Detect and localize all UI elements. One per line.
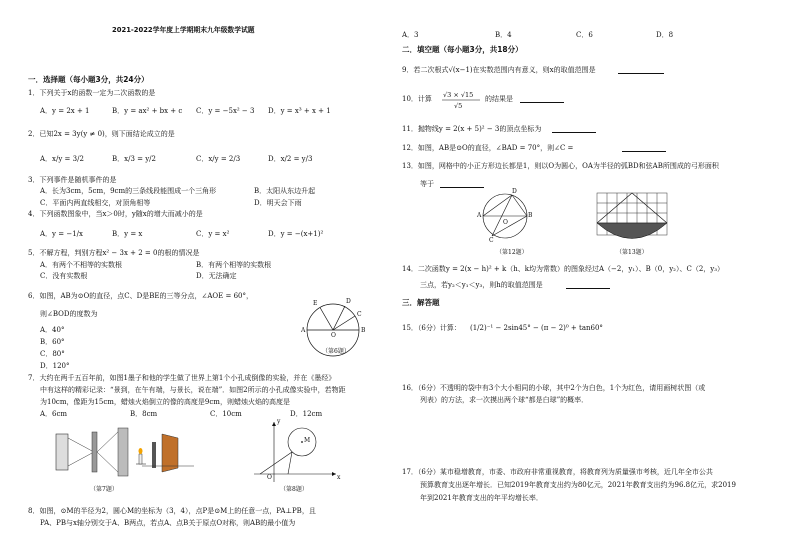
q12-text: 12．如图，AB是⊙O的直径，∠BAD = 70°，则∠C =	[402, 144, 574, 152]
q7-option-c: C．10cm	[210, 410, 242, 418]
fig6-label-c: C	[357, 311, 362, 318]
q8-line1: 8．如图，⊙M的半径为2，圆心M的坐标为（3，4），点P是⊙M上的任意一点，PA⊥PB，且	[28, 507, 316, 515]
fig8-label-o: O	[267, 474, 272, 481]
fig8-label-y: y	[277, 418, 281, 425]
q6-option-d: D．120°	[40, 362, 70, 370]
section-solve-heading: 三．解答题	[402, 298, 440, 307]
fig8-label-x: x	[337, 474, 341, 481]
fig6-caption: （第6题）	[322, 348, 350, 355]
q4-option-d: D．y = −(x+1)²	[268, 230, 324, 238]
fig12-label-a: A	[477, 212, 482, 219]
q13-line2: 等于	[420, 180, 434, 188]
fig8-caption: （第8题）	[280, 486, 308, 493]
fig7-caption: （第7题）	[90, 486, 118, 493]
q17-line2: 预算教育支出逐年增长．已知2019年教育支出约为80亿元，2021年教育支出约为96.8亿元，求2019	[420, 481, 736, 489]
q5-option-b: B．有两个相等的实数根	[196, 261, 272, 269]
q15-pre: 15．（6分）计算：	[402, 324, 461, 332]
q2-option-b: B．x/3 = y/2	[112, 155, 156, 163]
q17-line3: 年到2021年教育支出的年平均增长率．	[420, 494, 543, 502]
q12-answer-blank[interactable]	[622, 151, 666, 152]
q5-option-a: A．有两个不相等的实数根	[40, 261, 123, 269]
q8-option-a: A．3	[402, 31, 419, 39]
q3-option-c: C．平面内两直线相交，对顶角相等	[40, 199, 151, 207]
q10-pre: 10．计算	[402, 95, 432, 103]
q5-stem: 5．不解方程，判别方程x² − 3x + 2 = 0的根的情况是	[28, 249, 200, 257]
q5-option-c: C．没有实数根	[40, 272, 88, 280]
q1-option-c: C．y = −5x² − 3	[196, 107, 255, 115]
q14-line1: 14．二次函数y = 2(x − h)² + k（h、k均为常数）的图象经过A（−2，y₁）、B（0，y₂）、C（2，y₃）	[402, 265, 725, 273]
section-choice-heading: 一．选择题（每小题3分，共24分）	[28, 75, 149, 84]
fig8-label-m: M	[304, 437, 311, 444]
q7-option-b: B．8cm	[130, 410, 158, 418]
fig13-caption: （第13题）	[616, 249, 648, 256]
q7-line3: 为10cm，像距为15cm，蜡烛火焰倒立的像的高度是9cm，则蜡烛火焰的高度是	[40, 398, 290, 406]
q3-option-a: A．长为3cm，5cm，9cm的三条线段能围成一个三角形	[40, 187, 217, 195]
q7-option-a: A．6cm	[40, 410, 68, 418]
q7-line1: 7．大约在两千五百年前，如图1墨子和他的学生做了世界上第1个小孔成倒像的实验，并在《墨经》	[28, 374, 336, 382]
fig12-label-b: B	[528, 212, 533, 219]
fig6-label-a: A	[301, 327, 306, 334]
figure-7-pinhole	[54, 424, 204, 480]
q6-stem: 6．如图，AB为⊙O的直径，点C、D是BE的三等分点，∠AOE = 60°，	[28, 292, 253, 300]
q2-option-c: C．x/y = 2/3	[196, 155, 241, 163]
q6-option-a: A．40°	[40, 326, 65, 334]
q10-answer-blank[interactable]	[520, 102, 564, 103]
exam-title: 2021-2022学年度上学期期末九年级数学试题	[112, 26, 255, 34]
q17-line1: 17．（6分）某市稳增教育，市委、市政府非常重视教育，将教育列为质量强市考核，近几年全市公共	[402, 468, 713, 476]
q1-option-a: A．y = 2x + 1	[40, 107, 90, 115]
section-fill-heading: 二．填空题（每小题3分，共18分）	[402, 45, 523, 54]
q3-option-b: B．太阳从东边升起	[254, 187, 316, 195]
q6-option-c: C．80°	[40, 350, 65, 358]
q16-line2: 列表）的方法，求一次摸出两个球“都是白球”的概率．	[420, 396, 589, 404]
fig12-label-c: C	[489, 237, 494, 244]
svg-text:√3 × √15: √3 × √15	[443, 91, 474, 99]
q13-line1: 13．如图，网格中的小正方形边长都是1，则以O为圆心，OA为半径的弧BD和弦AB所围成的弓形面积	[402, 162, 719, 170]
fig12-label-d: D	[512, 188, 517, 195]
fig12-label-o: O	[503, 219, 508, 226]
q2-option-a: A．x/y = 3/2	[40, 155, 84, 163]
figure-8-coordinate	[250, 420, 340, 484]
q3-option-d: D．明天会下雨	[254, 199, 302, 207]
fig6-label-b: B	[361, 327, 366, 334]
q6-line2: 则∠BOD的度数为	[40, 310, 98, 318]
q4-option-a: A．y = −1/x	[40, 230, 83, 238]
q14-answer-blank[interactable]	[566, 288, 610, 289]
q2-stem: 2．已知2x = 3y(y ≠ 0)，则下面结论成立的是	[28, 130, 175, 138]
fig12-caption: （第12题）	[496, 249, 528, 256]
q11-answer-blank[interactable]	[552, 132, 596, 133]
q2-option-d: D．x/2 = y/3	[268, 155, 313, 163]
q6-option-b: B．60°	[40, 338, 65, 346]
q1-option-b: B．y = ax² + bx + c	[112, 107, 183, 115]
q1-option-d: D．y = x³ + x + 1	[268, 107, 331, 115]
figure-6-circle	[300, 298, 370, 348]
q7-line2: 中有这样的精彩记录：“景到，在午有端，与景长，说在端”．如图2所示的小孔成像实验中，若物距	[40, 386, 346, 394]
q8-option-b: B．4	[495, 31, 512, 39]
svg-text:√5: √5	[454, 102, 463, 110]
fig6-label-d: D	[346, 298, 351, 305]
q4-option-c: C．y = x²	[196, 230, 230, 238]
fig6-label-e: E	[313, 300, 318, 307]
q4-stem: 4．下列函数图象中，当x＞0时，y随x的增大而减小的是	[28, 210, 203, 218]
figure-13-grid	[596, 192, 668, 246]
q8-line2: PA、PB与x轴分别交于A、B两点，若点A、点B关于原点O对称，则AB的最小值为	[40, 519, 296, 527]
q13-answer-blank[interactable]	[440, 187, 484, 188]
q1-stem: 1．下列关于x的函数一定为二次函数的是	[28, 89, 156, 97]
q15-expression: (1/2)⁻¹ − 2sin45° − (π − 2)⁰ + tan60°	[470, 324, 603, 332]
q16-line1: 16．（6分）不透明的袋中有3个大小相同的小球，其中2个为白色，1个为红色，请用画树状图（或	[402, 384, 706, 392]
q9-answer-blank[interactable]	[618, 73, 664, 74]
q7-option-d: D．12cm	[290, 410, 323, 418]
q4-option-b: B．y = x	[112, 230, 143, 238]
q5-option-d: D．无法确定	[196, 272, 237, 280]
q8-option-c: C．6	[576, 31, 593, 39]
q9-text: 9．若二次根式√(x−1)在实数范围内有意义，则x的取值范围是	[402, 66, 596, 74]
q3-stem: 3．下列事件是随机事件的是	[28, 176, 117, 184]
q8-option-d: D．8	[656, 31, 674, 39]
q14-line2: 三点，若y₂＜y₁＜y₃，则h的取值范围是	[420, 281, 543, 289]
fig6-label-o: O	[331, 332, 336, 339]
q11-text: 11．抛物线y = 2(x + 5)² − 3的顶点坐标为	[402, 125, 542, 133]
q10-post: 的结果是	[485, 95, 513, 103]
q10-fraction	[440, 89, 482, 111]
